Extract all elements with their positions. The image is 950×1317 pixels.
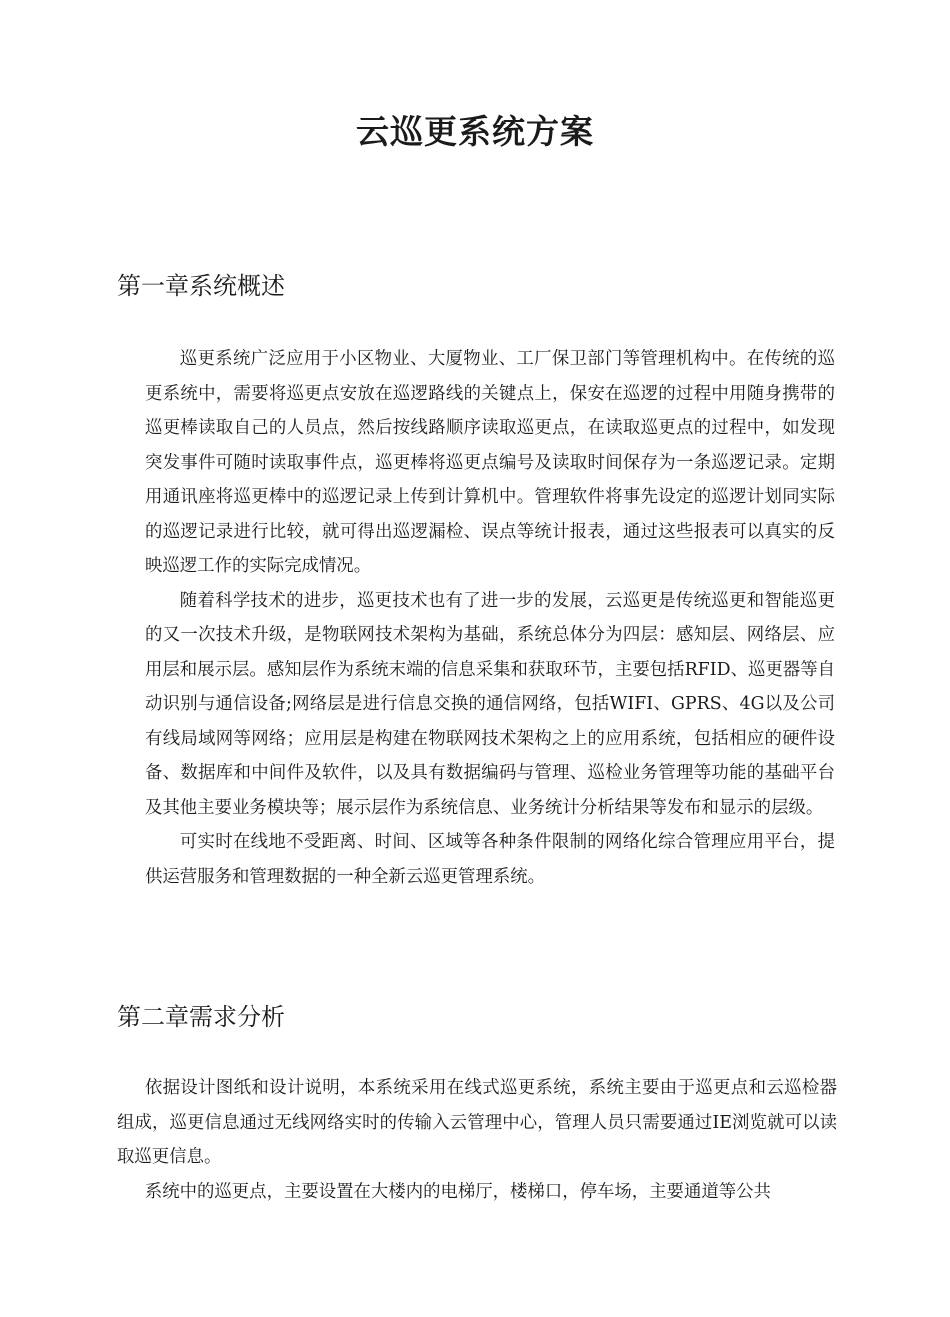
chapter-1-body xyxy=(145,342,835,894)
chapter-1-paragraph-3: 可实时在线地不受距离、时间、区域等各种条件限制的网络化综合管理应用平台，提供运营服务和管理数据的一种全新云巡更管理系统。 xyxy=(145,832,835,887)
chapter-2-paragraph-2: 系统中的巡更点，主要设置在大楼内的电梯厅，楼梯口，停车场，主要通道等公共 xyxy=(144,1181,771,1202)
document-title: 云巡更系统方案 xyxy=(356,112,594,151)
chapter-1-paragraph-2: 随着科学技术的进步，巡更技术也有了进一步的发展，云巡更是传统巡更和智能巡更的又一次技术升级，是物联网技术架构为基础，系统总体分为四层：感知层、网络层、应用层和展示层。感知层作为系统末端的信息采集和获取环节，主要包括RFID、巡更器等自动识别与通信设备;网络层是进行信息交换的通信网络，包括WIFI、GPRS、4G以及公司有线局域网等网络；应用层是构建在物联网技术架构之上的应用系统，包括相应的硬件设备、数据库和中间件及软件，以及具有数据编码与管理、巡检业务管理等功能的基础平台及其他主要业务模块等；展示层作为系统信息、业务统计分析结果等发布和显示的层级。 xyxy=(145,590,835,818)
chapter-2-paragraph-1: 依据设计图纸和设计说明，本系统采用在线式巡更系统，系统主要由于巡更点和云巡检器组成，巡更信息通过无线网络实时的传输入云管理中心，管理人员只需要通过IE浏览就可以读取巡更信息。 xyxy=(117,1078,837,1167)
chapter-1-paragraph-1: 巡更系统广泛应用于小区物业、大厦物业、工厂保卫部门等管理机构中。在传统的巡更系统中，需要将巡更点安放在巡逻路线的关键点上，保安在巡逻的过程中用随身携带的巡更棒读取自己的人员点，然后按线路顺序读取巡更点，在读取巡更点的过程中，如发现突发事件可随时读取事件点，巡更棒将巡更点编号及读取时间保存为一条巡逻记录。定期用通讯座将巡更棒中的巡逻记录上传到计算机中。管理软件将事先设定的巡逻计划同实际的巡逻记录进行比较，就可得出巡逻漏检、误点等统计报表，通过这些报表可以真实的反映巡逻工作的实际完成情况。 xyxy=(145,349,835,576)
chapter-2-body xyxy=(117,1071,837,1209)
chapter-1-heading: 第一章系统概述 xyxy=(117,272,285,300)
chapter-2-heading: 第二章需求分析 xyxy=(117,1003,285,1031)
